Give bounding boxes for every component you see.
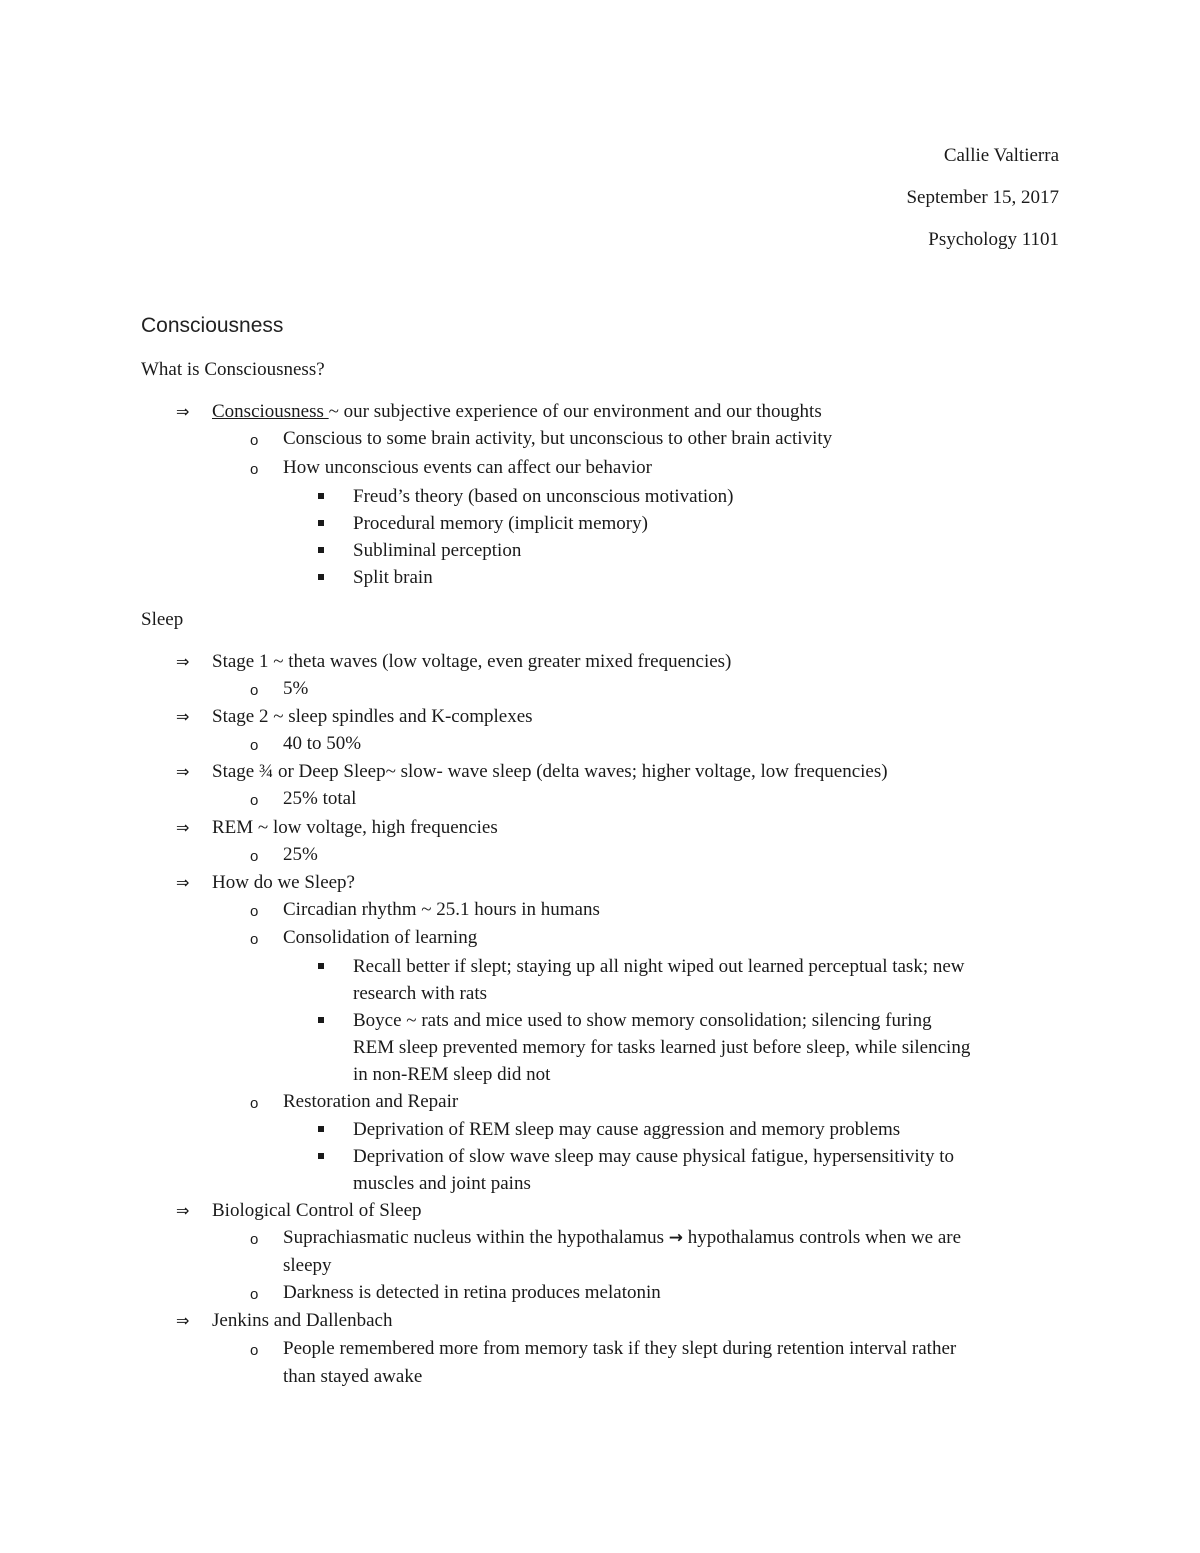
circle-bullet-icon: o [250, 682, 259, 699]
list-item: Conscious to some brain activity, but unconscious to other brain activity [283, 428, 833, 449]
circle-bullet-icon: o [250, 432, 259, 449]
scn-text-cont: hypothalamus controls when we are [682, 1227, 962, 1248]
square-bullet-icon [318, 1126, 324, 1132]
list-item-continuation: muscles and joint pains [353, 1173, 531, 1194]
arrow-bullet-icon: ⇒ [176, 402, 190, 421]
list-item: Split brain [353, 567, 433, 588]
arrow-bullet-icon: ⇒ [176, 652, 190, 671]
list-item: Jenkins and Dallenbach [212, 1310, 393, 1331]
arrow-bullet-icon: ⇒ [176, 818, 190, 837]
list-item: Boyce ~ rats and mice used to show memory consolidation; silencing furing [353, 1010, 932, 1031]
list-item: Stage ¾ or Deep Sleep~ slow- wave sleep (delta waves; higher voltage, low frequencies) [212, 761, 888, 782]
list-item: Procedural memory (implicit memory) [353, 513, 648, 534]
list-item-continuation: sleepy [283, 1255, 332, 1276]
circle-bullet-icon: o [250, 792, 259, 809]
list-item: Deprivation of REM sleep may cause aggression and memory problems [353, 1119, 901, 1140]
term-consciousness: Consciousness [212, 401, 329, 422]
list-item-continuation: research with rats [353, 983, 487, 1004]
arrow-bullet-icon: ⇒ [176, 1311, 190, 1330]
list-item [283, 1228, 961, 1247]
circle-bullet-icon: o [250, 848, 259, 865]
circle-bullet-icon: o [250, 1342, 259, 1359]
circle-bullet-icon: o [250, 1231, 259, 1248]
author-name: Callie Valtierra [943, 145, 1059, 166]
list-item: People remembered more from memory task if they slept during retention interval rather [283, 1338, 957, 1359]
definition-text: ~ our subjective experience of our environment and our thoughts [328, 401, 822, 422]
square-bullet-icon [318, 493, 324, 499]
list-item-continuation: REM sleep prevented memory for tasks learned just before sleep, while silencing [353, 1037, 971, 1058]
list-item: Circadian rhythm ~ 25.1 hours in humans [283, 899, 600, 920]
list-item: Stage 1 ~ theta waves (low voltage, even greater mixed frequencies) [212, 651, 732, 672]
list-item: How unconscious events can affect our behavior [283, 457, 652, 478]
circle-bullet-icon: o [250, 737, 259, 754]
circle-bullet-icon: o [250, 903, 259, 920]
square-bullet-icon [318, 547, 324, 553]
page-title: Consciousness [141, 314, 284, 337]
list-item-continuation: in non-REM sleep did not [353, 1064, 551, 1085]
list-item: Consolidation of learning [283, 927, 478, 948]
list-item: 5% [283, 678, 309, 699]
circle-bullet-icon: o [250, 1095, 259, 1112]
list-item: 25% [283, 844, 318, 865]
square-bullet-icon [318, 520, 324, 526]
square-bullet-icon [318, 963, 324, 969]
section-heading-consciousness: What is Consciousness? [141, 359, 325, 380]
list-item: REM ~ low voltage, high frequencies [212, 817, 498, 838]
list-item: Biological Control of Sleep [212, 1200, 422, 1221]
document-date: September 15, 2017 [906, 187, 1059, 208]
list-item [212, 402, 822, 421]
list-item: Deprivation of slow wave sleep may cause physical fatigue, hypersensitivity to [353, 1146, 954, 1167]
list-item: How do we Sleep? [212, 872, 355, 893]
list-item: Freud’s theory (based on unconscious motivation) [353, 486, 734, 507]
arrow-bullet-icon: ⇒ [176, 707, 190, 726]
list-item: Subliminal perception [353, 540, 522, 561]
circle-bullet-icon: o [250, 1286, 259, 1303]
list-item: Recall better if slept; staying up all night wiped out learned perceptual task; new [353, 956, 965, 977]
square-bullet-icon [318, 1017, 324, 1023]
arrow-bullet-icon: ⇒ [176, 1201, 190, 1220]
list-item: Restoration and Repair [283, 1091, 459, 1112]
circle-bullet-icon: o [250, 461, 259, 478]
circle-bullet-icon: o [250, 931, 259, 948]
square-bullet-icon [318, 574, 324, 580]
scn-text: Suprachiasmatic nucleus within the hypothalamus [283, 1227, 664, 1248]
arrow-bullet-icon: ⇒ [176, 873, 190, 892]
right-arrow-icon: → [668, 1228, 683, 1248]
arrow-bullet-icon: ⇒ [176, 762, 190, 781]
list-item: Darkness is detected in retina produces melatonin [283, 1282, 661, 1303]
square-bullet-icon [318, 1153, 324, 1159]
list-item-continuation: than stayed awake [283, 1366, 423, 1387]
section-heading-sleep: Sleep [141, 609, 184, 630]
list-item: 25% total [283, 788, 357, 809]
list-item: 40 to 50% [283, 733, 362, 754]
list-item: Stage 2 ~ sleep spindles and K-complexes [212, 706, 533, 727]
course-name: Psychology 1101 [928, 229, 1059, 250]
